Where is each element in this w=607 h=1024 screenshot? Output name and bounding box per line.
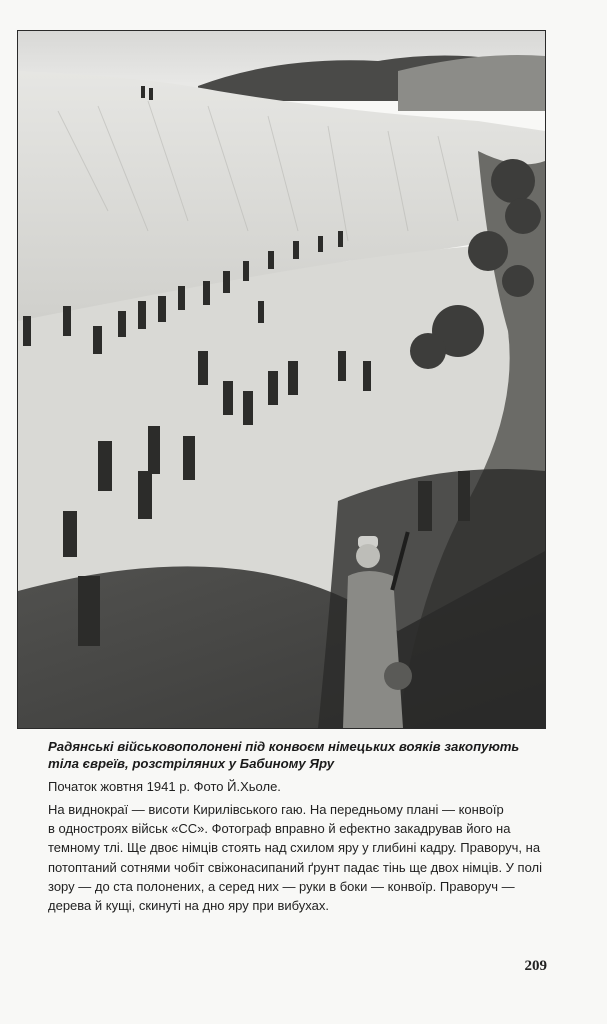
description-paragraph — [48, 800, 568, 915]
photo-caption — [48, 738, 568, 772]
page-number: 209 — [524, 958, 547, 974]
body-line: темному тлі. Ще двоє німців стоять над схилом яру у глибині кадру. Праворуч, на — [48, 840, 541, 856]
photo-dateline: Початок жовтня 1941 р. Фото Й.Хьоле. — [48, 779, 281, 794]
caption-line-1: Радянські військовополонені під конвоєм німецьких вояків закопують — [48, 739, 520, 754]
body-line: в одностроях військ «СС». Фотограф вправно й ефектно закадрував його на — [48, 821, 511, 837]
caption-line-2: тіла євреїв, розстріляних у Бабиному Яру — [48, 756, 335, 771]
body-line: дерева й кущі, скинуті на дно яру при вибухах. — [48, 898, 330, 914]
body-line: потоптаний сотнями чобіт свіжонасипаний ґрунт падає тінь ще двох німців. У полі — [48, 859, 543, 875]
body-line: На виднокраї — висоти Кирилівського гаю. На передньому плані — конвоїр — [48, 802, 504, 817]
ravine-photograph — [17, 30, 546, 729]
photo-illustration — [18, 31, 545, 728]
body-line: зору — до ста полонених, а серед них — руки в боки — конвоїр. Праворуч — — [48, 878, 515, 894]
